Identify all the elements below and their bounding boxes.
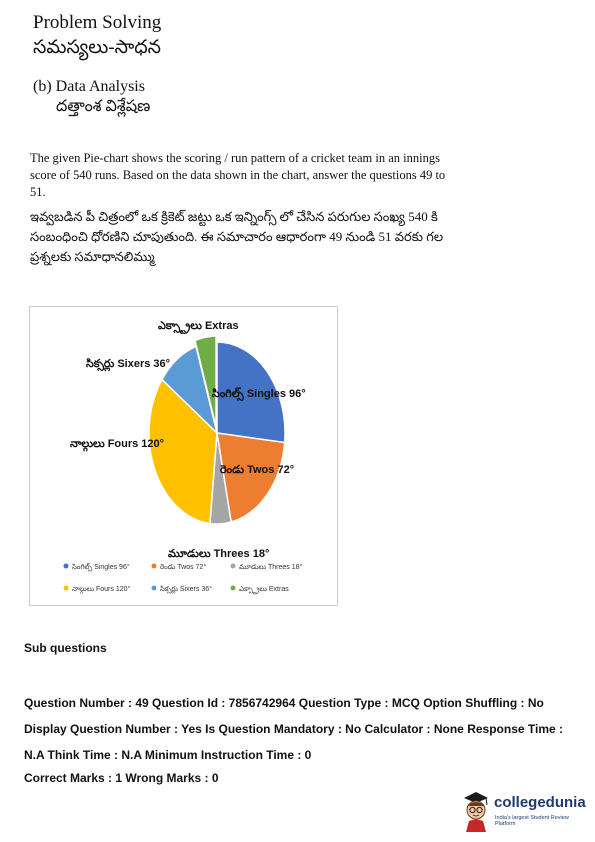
slice-label-extras: ఎక్స్ట్రాలు Extras [158, 320, 239, 332]
sub-questions-heading: Sub questions [24, 641, 107, 655]
legend-item-singles: సింగిల్స్ Singles 96° [72, 564, 130, 571]
pie-chart-svg [30, 307, 337, 605]
logo-wordmark: collegedunia [494, 794, 586, 811]
legend-marker-extras [231, 586, 236, 591]
student-mascot-icon [460, 788, 492, 832]
slice-label-threes: మూడులు Threes 18° [168, 548, 270, 560]
intro-paragraph-telugu: ఇవ్వబడిన పీ చిత్రంలో ఒక క్రికెట్ జట్టు ఒక ఇన్నింగ్స్ లో చేసిన పరుగుల సంఖ్య 540 కి సంబంధించి ధోరణిని చూపుతుంది. ఈ సమాచారం ఆధారంగా 49 నుండి 51 వరకు గల ప్రశ్నలకు సమాధానలిమ్ము [30, 209, 444, 264]
question-metadata: Question Number : 49 Question Id : 7856742964 Question Type : MCQ Option Shuffling : No Display Question Number : Yes Is Question Mandatory : No Calculator : None Response Time : N.A Think Time : N.A Minimum Instruction Time : 0 [24, 696, 563, 762]
section-heading-telugu: దత్తాంశ విశ్లేషణ [56, 98, 151, 115]
legend-item-extras: ఎక్స్ట్రాలు Extras [239, 586, 289, 593]
slice-label-fours: నాల్గులు Fours 120° [70, 438, 165, 450]
legend-item-fours: నాల్గులు Fours 120° [72, 586, 131, 593]
page-title-telugu: సమస్యలు-సాధన [33, 37, 161, 58]
legend-marker-sixers [152, 586, 157, 591]
legend-marker-threes [231, 564, 236, 569]
slice-label-singles: సింగిల్స్ Singles 96° [212, 388, 306, 400]
slice-label-twos: రెండు Twos 72° [220, 464, 295, 476]
legend-marker-twos [152, 564, 157, 569]
legend-marker-fours [64, 586, 69, 591]
legend-item-twos: రెండు Twos 72° [160, 564, 207, 571]
slice-label-sixers: సిక్సర్లు Sixers 36° [86, 358, 171, 370]
page-title: Problem Solving [33, 12, 162, 33]
legend-item-threes: మూడులు Threes 18° [239, 564, 303, 571]
intro-paragraph: The given Pie-chart shows the scoring / run pattern of a cricket team in an innings score of 540 runs. Based on the data shown in the chart, answer the questions 49 to 51. [30, 151, 446, 199]
legend-item-sixers: సిక్సర్లు Sixers 36° [160, 586, 212, 593]
collegedunia-logo [460, 786, 590, 834]
legend-marker-singles [64, 564, 69, 569]
logo-tagline: India's largest Student Review Platform [495, 815, 569, 827]
section-heading: (b) Data Analysis [33, 78, 145, 95]
question-marks: Correct Marks : 1 Wrong Marks : 0 [24, 771, 219, 785]
pie-chart [29, 306, 338, 606]
